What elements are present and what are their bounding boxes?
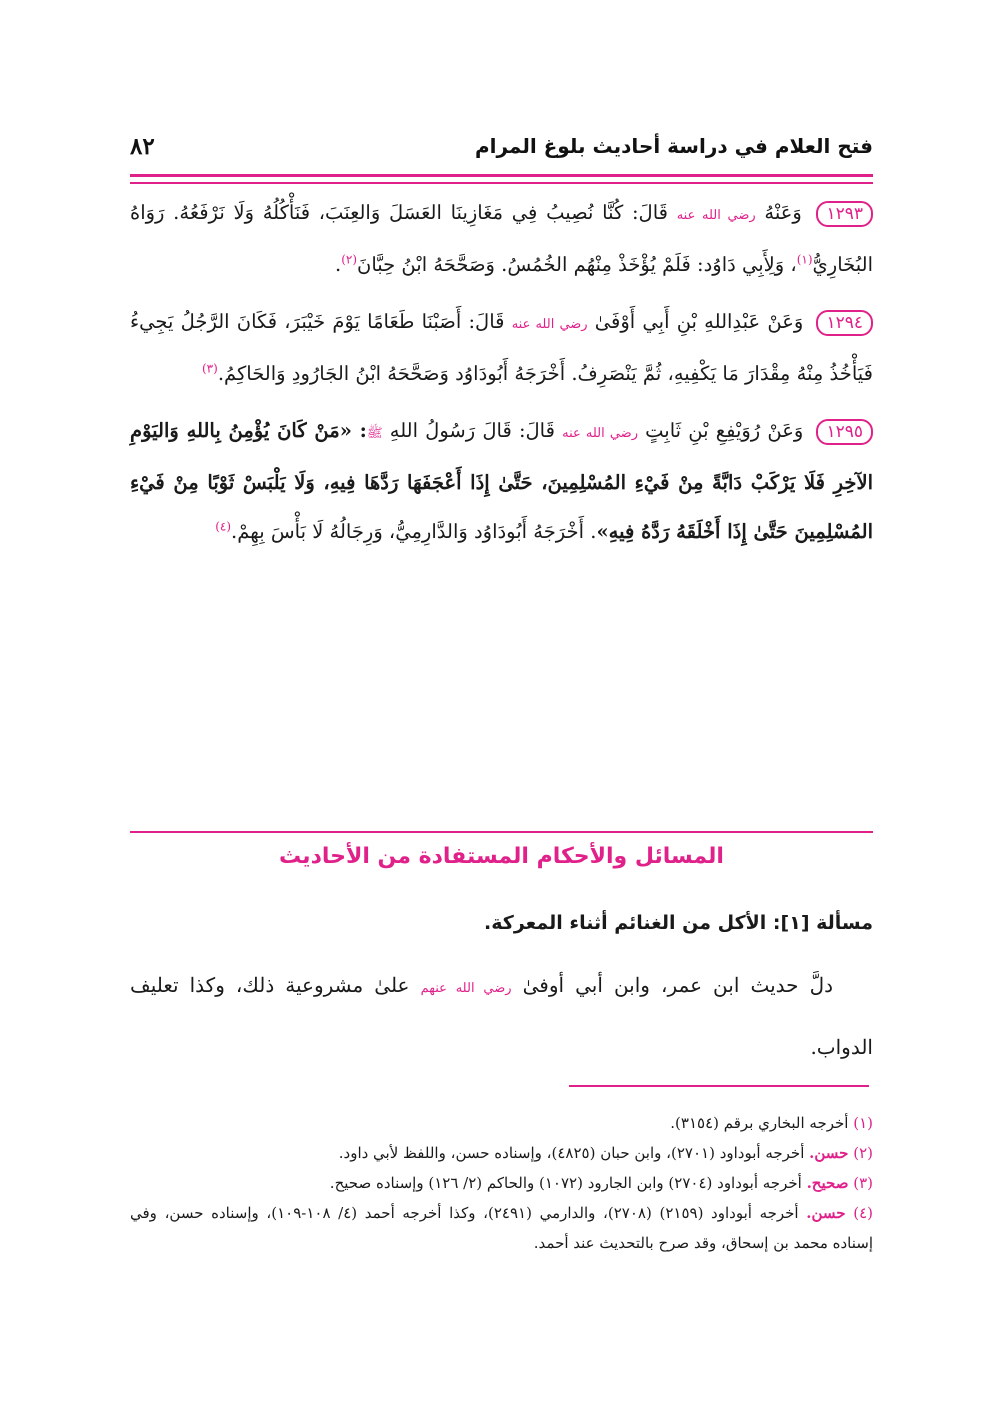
section-title: المسائل والأحكام المستفادة من الأحاديث <box>279 844 724 869</box>
hadith-number-badge: ١٢٩٤ <box>816 310 873 336</box>
hadith-text: . <box>335 253 342 276</box>
issue-text: علىٰ مشروعية ذلك، وكذا تعليف الدواب. <box>130 973 873 1059</box>
footnote-text: أخرجه أبوداود (٢٧٠١)، وابن حبان (٤٨٢٥)، وإسناده حسن، واللفظ لأبي داود. <box>338 1144 805 1162</box>
header-rule-thin <box>130 182 873 184</box>
hadith-list <box>130 188 873 564</box>
prophet-salutation-glyph: ﷺ <box>366 426 383 441</box>
salutation-glyph: رضي الله عنه <box>511 317 588 332</box>
header-rule-thick <box>130 174 873 177</box>
footnote-ref[interactable]: (٢) <box>341 252 358 267</box>
footnote-text: أخرجه أبوداود (٢٧٠٤) وابن الجارود (١٠٧٢) والحاكم (٢/ ١٢٦) وإسناده صحيح. <box>329 1174 802 1192</box>
hadith-text: وَعَنْهُ <box>764 201 802 224</box>
issue-body <box>130 956 873 1076</box>
footnote-rule <box>569 1085 869 1087</box>
hadith-1295 <box>130 406 873 556</box>
hadith-text: ، وَلِأَبِي دَاوُد: فَلَمْ يُؤْخَذْ مِنْهُم الخُمُسُ. وَصَحَّحَهُ ابْنُ حِبَّانَ <box>357 253 797 276</box>
footnote-grade: حسن. <box>809 1144 849 1162</box>
salutation-glyph: رضي الله عنه <box>562 426 638 441</box>
footnote-text: أخرجه البخاري برقم (٣١٥٤). <box>670 1114 849 1132</box>
footnote-grade: حسن. <box>806 1204 846 1222</box>
hadith-number-badge: ١٢٩٣ <box>816 201 873 227</box>
hadith-text: قَالَ: كُنَّا نُصِيبُ فِي مَغَازِينَا العَسَلَ وَالعِنَبَ، فَنَأْكُلُهُ وَلَا نَرْفَعُهُ. رَوَاهُ البُخَارِيُّ <box>130 201 873 276</box>
footnote-grade: صحيح. <box>806 1174 849 1192</box>
hadith-text: قَالَ: قَالَ رَسُولُ اللهِ <box>389 419 555 442</box>
footnote-number: (٢) <box>853 1144 873 1162</box>
salutation-glyph: رضي الله عنهم <box>420 981 512 996</box>
hadith-text: قَالَ: أَصَبْنَا طَعَامًا يَوْمَ خَيْبَرَ، فَكَانَ الرَّجُلُ يَجِيءُ فَيَأْخُذُ مِنْهُ مِقْدَارَ مَا يَكْفِيهِ، ثُمَّ يَنْصَرِفُ. أَخْرَجَهُ أَبُودَاوُد وَصَحَّحَهُ ابْنُ الجَارُودِ وَالحَاكِمُ. <box>130 310 873 385</box>
issue-heading: مسألة [١]: الأكل من الغنائم أثناء المعركة. <box>484 912 873 934</box>
footnote-ref[interactable]: (٤) <box>215 519 232 534</box>
book-title: فتح العلام في دراسة أحاديث بلوغ المرام <box>474 134 873 158</box>
page-header <box>130 126 873 166</box>
footnote-1 <box>130 1108 873 1138</box>
footnote-number: (١) <box>853 1114 873 1132</box>
footnote-ref[interactable]: (٣) <box>201 361 218 376</box>
salutation-glyph: رضي الله عنه <box>676 208 756 223</box>
hadith-1294 <box>130 297 873 398</box>
hadith-text: . أَخْرَجَهُ أَبُودَاوُد وَالدَّارِمِيُّ، وَرِجَالُهُ لَا بَأْسَ بِهِمْ. <box>231 520 597 543</box>
footnote-4 <box>130 1198 873 1258</box>
page-number: ٨٢ <box>130 132 155 160</box>
hadith-1293 <box>130 188 873 289</box>
hadith-text: وَعَنْ عَبْدِاللهِ بْنِ أَبِي أَوْفَىٰ <box>594 310 804 333</box>
hadith-quote: : «مَنْ كَانَ يُؤْمِنُ بِاللهِ وَاليَوْمِ الآخِرِ فَلَا يَرْكَبْ دَابَّةً مِنْ فَيْءِ المُسْلِمِينَ، حَتَّىٰ إِذَا أَعْجَفَهَا رَدَّهَا فِيهِ، وَلَا يَلْبَسْ ثَوْبًا مِنْ فَيْءِ المُسْلِمِينَ حَتَّىٰ إِذَا أَخْلَقَهُ رَدَّهُ فِيهِ» <box>130 419 873 543</box>
footnote-2 <box>130 1138 873 1168</box>
footnote-number: (٤) <box>853 1204 873 1222</box>
footnote-text: أخرجه أبوداود (٢١٥٩) (٢٧٠٨)، والدارمي (٢٤٩١)، وكذا أخرجه أحمد (٤/ ١٠٨-١٠٩)، وإسناده حسن، وفي إسناده محمد بن إسحاق، وقد صرح بالتحديث عند أحمد. <box>130 1204 873 1252</box>
footnote-ref[interactable]: (١) <box>796 252 813 267</box>
footnotes <box>130 1108 873 1258</box>
issue-text: دلَّ حديث ابن عمر، وابن أبي أوفىٰ <box>522 973 834 997</box>
hadith-number-badge: ١٢٩٥ <box>816 419 873 445</box>
footnote-3 <box>130 1168 873 1198</box>
footnote-number: (٣) <box>853 1174 873 1192</box>
section-rule <box>130 831 873 833</box>
hadith-text: وَعَنْ رُوَيْفِعِ بْنِ ثَابِتٍ <box>645 419 804 442</box>
